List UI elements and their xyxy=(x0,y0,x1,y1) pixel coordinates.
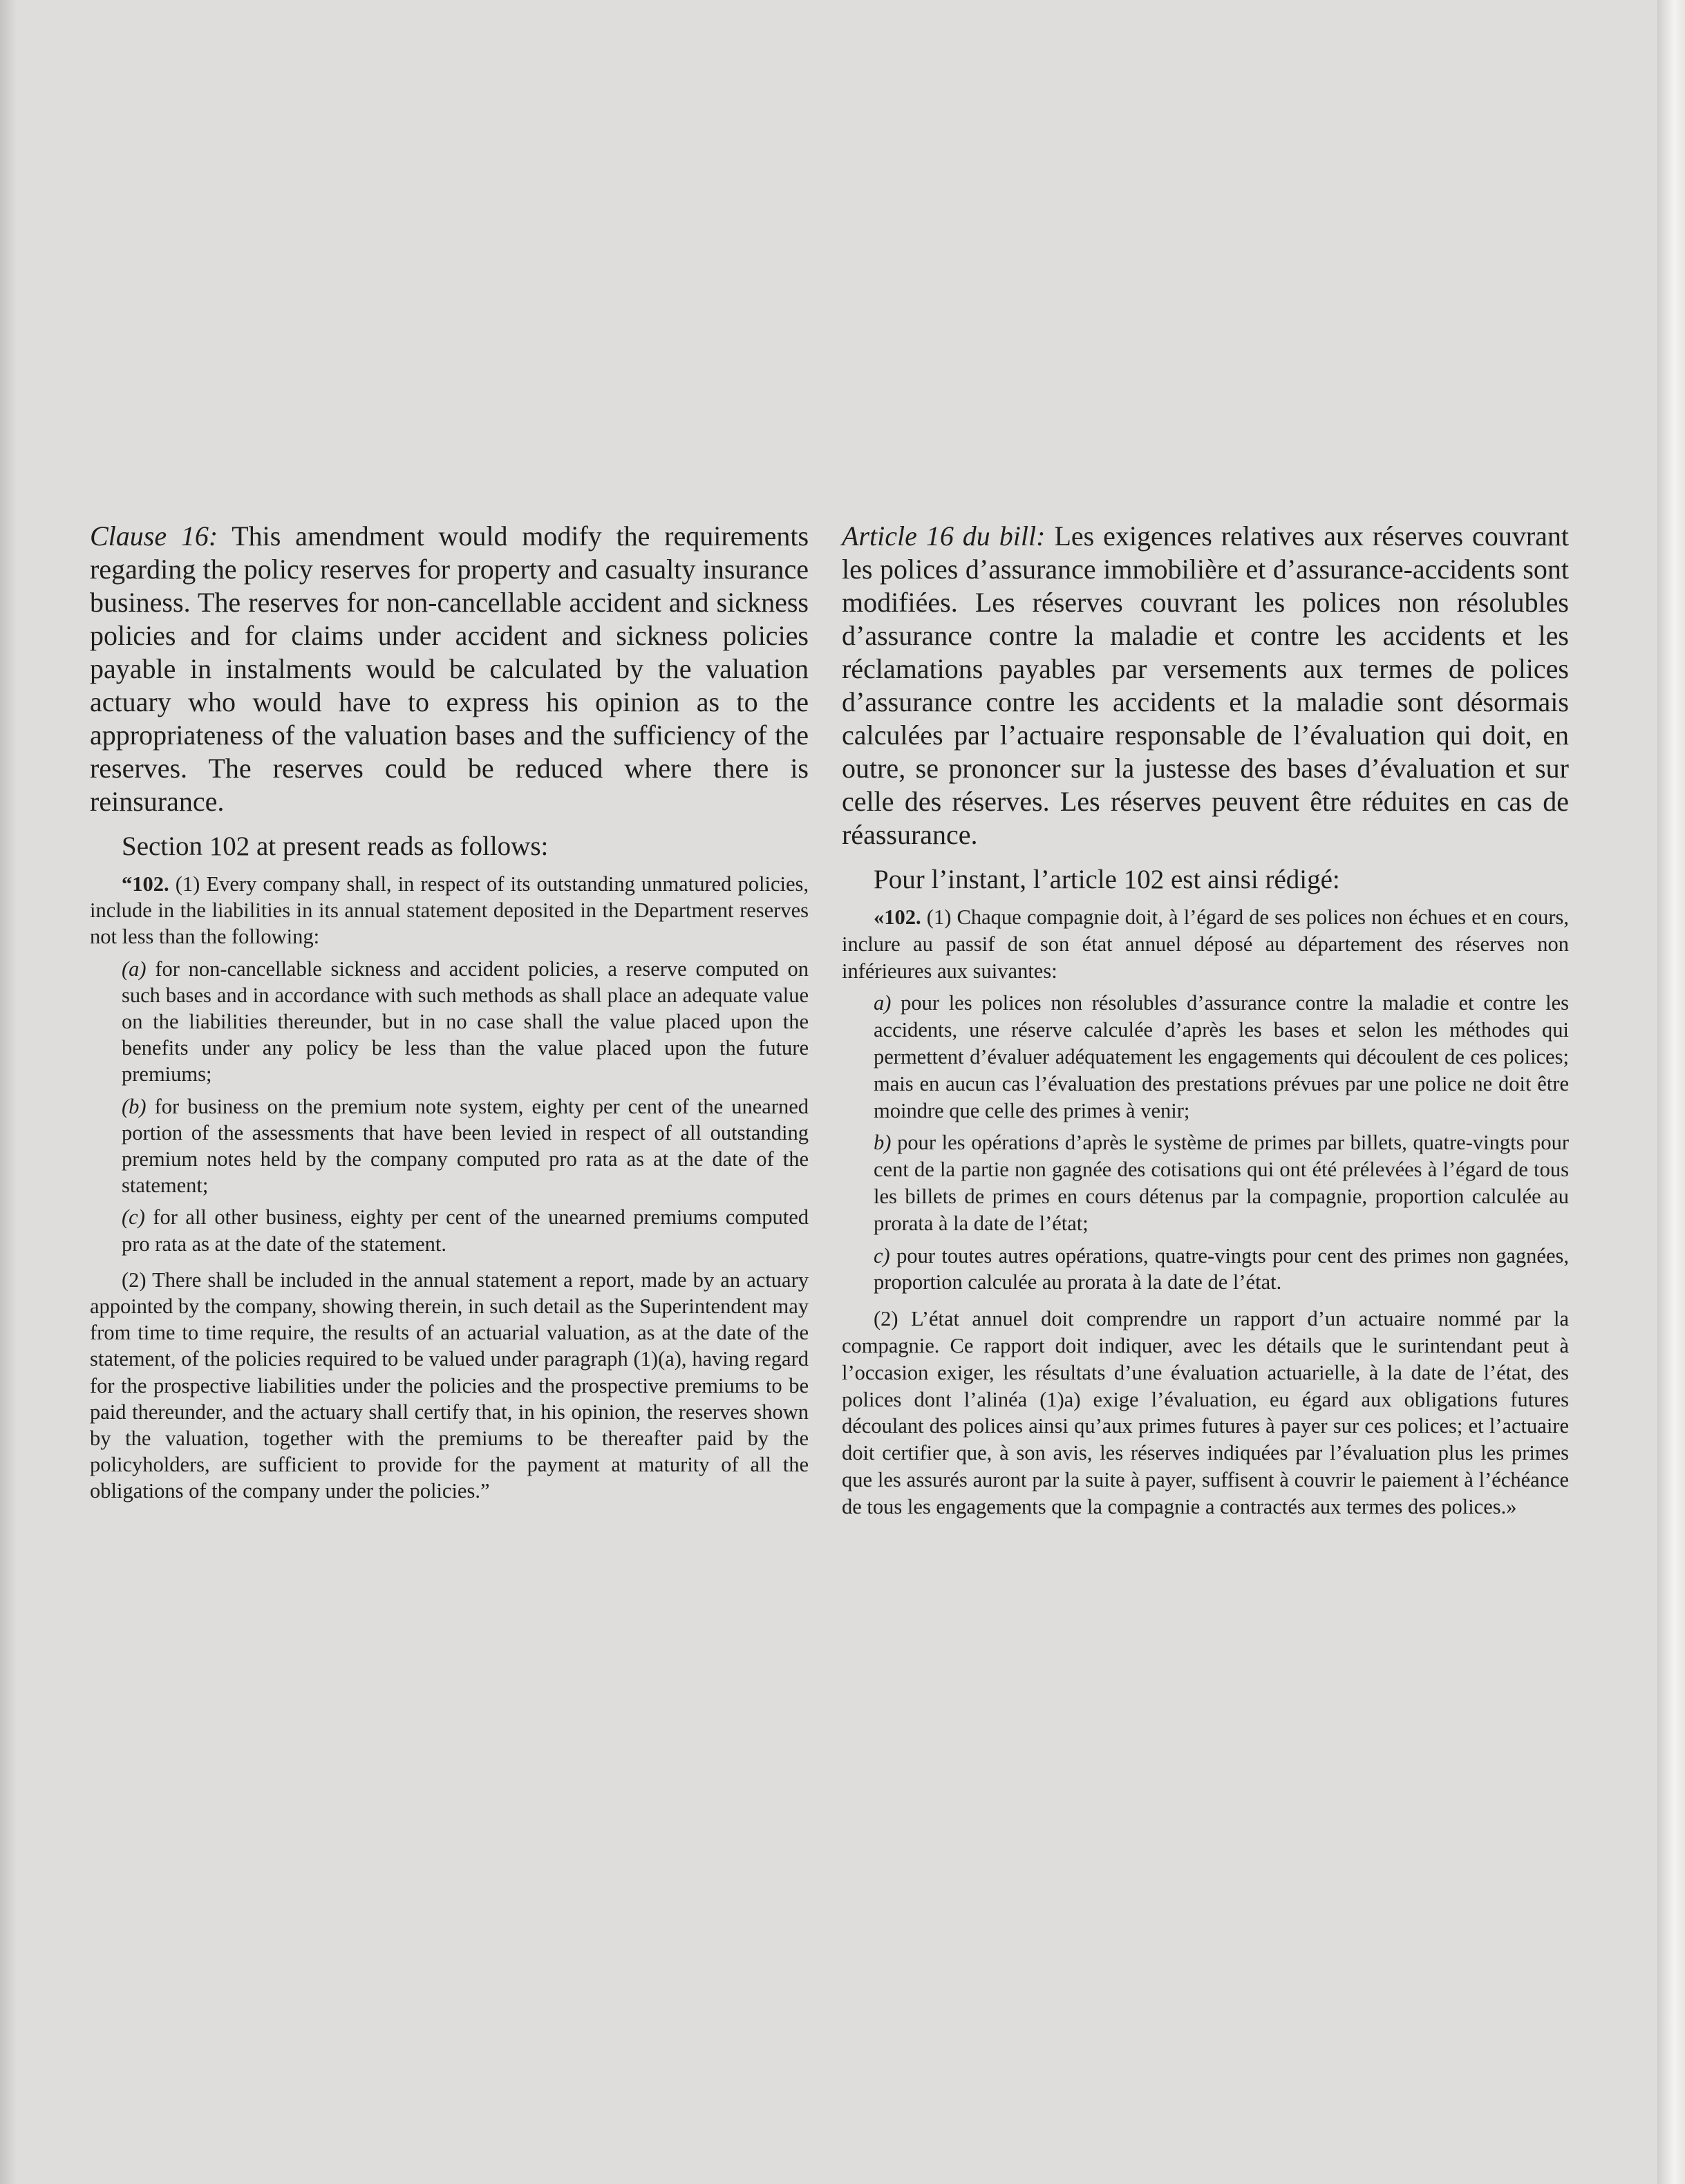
section-intro-text-en: (1) Every company shall, in respect of its outstanding unmatured policies, include in the liabilities in its annual statement deposited in the Department reserves not less than the following: xyxy=(90,872,809,949)
french-column xyxy=(842,520,1569,1521)
clause-label-fr: Article 16 du bill: xyxy=(842,520,1046,552)
subsection-2-fr: (2) L’état annuel doit comprendre un rapport d’un actuaire nommé par la compagnie. Ce rapport doit indiquer, avec les détails que le surintendant peut à l’occasion exiger, les résultats d’une évaluation actuarielle, à la date de l’état, des polices dont l’alinéa (1)a) exige l’évaluation, eu égard aux obligations futures découlant des polices ainsi qu’aux primes futures à payer sur ces polices; et l’actuaire doit certifier que, à son avis, les réserves indiquées par l’évaluation plus les primes que les assurés auront par la suite à payer, suffisent à couvrir le paiement à l’échéance de tous les engagements que la compagnie a contractés aux termes des polices.» xyxy=(842,1307,1569,1518)
paragraph-c-fr xyxy=(874,1243,1569,1297)
paragraph-text: pour les opérations d’après le système de primes par billets, quatre-vingts pour cent de la partie non gagnée des cotisations qui ont été prélevées à l’égard de tous les billets de primes en cours détenus par la compagnie, proportion calculée au prorata à la date de l’état; xyxy=(874,1131,1570,1235)
paragraph-c-en xyxy=(122,1204,809,1256)
english-column xyxy=(90,520,809,1505)
paragraph-label: (c) xyxy=(122,1205,145,1230)
paragraph-label: a) xyxy=(874,991,892,1015)
paragraph-text: for non-cancellable sickness and accident policies, a reserve computed on such bases and in accordance with such methods as shall place an adequate value on the liabilities thereunder, but in no case shall the value placed upon the benefits under any policy be less than the value placed upon the future premiums; xyxy=(122,957,809,1086)
clause-text-fr: Les exigences relatives aux réserves couvrant les polices d’assurance immobilière et d’assurance-accidents sont modifiées. Les réserves couvrant les polices non résolubles d’assurance contre la maladie et contre les accidents et les réclamations payables par versements aux termes de polices d’assurance contre les accidents et la maladie sont désormais calculées par l’actuaire responsable de l’évaluation qui doit, en outre, se prononcer sur la justesse des bases d’évaluation et sur celle des réserves. Les réserves peuvent être réduites en cas de réassurance. xyxy=(842,520,1570,850)
paragraph-label: b) xyxy=(874,1131,892,1155)
clause-explanation-fr xyxy=(842,520,1569,851)
paragraph-b-fr xyxy=(874,1129,1569,1236)
section-number-en: 102. xyxy=(132,872,169,896)
paragraph-text: pour les polices non résolubles d’assurance contre la maladie et contre les accidents, une réserve calculée d’après les bases et selon les méthodes qui permettent d’évaluer adéquatement les engagements qui découlent de ces polices; mais en aucun cas l’évaluation des prestations prévues par une police ne doit être moindre que celle des primes à venir; xyxy=(874,991,1569,1122)
reads-as-en: Section 102 at present reads as follows: xyxy=(122,831,549,861)
paragraph-b-en xyxy=(122,1093,809,1199)
section-intro-en xyxy=(90,871,809,950)
paragraph-a-en xyxy=(122,956,809,1088)
paragraph-label: (a) xyxy=(122,957,147,981)
paragraph-text: pour toutes autres opérations, quatre-vingts pour cent des primes non gagnées, proportion calculée au prorata à la date de l’état. xyxy=(874,1243,1569,1295)
paragraph-text: for business on the premium note system, eighty per cent of the unearned portion of the assessments that have been levied in respect of all outstanding premium notes held by the company computed pro rata as at the date of the statement; xyxy=(122,1094,809,1198)
reads-as-fr: Pour l’instant, l’article 102 est ainsi rédigé: xyxy=(874,865,1340,894)
section-open-quote-fr: « xyxy=(874,905,885,929)
section-intro-text-fr: (1) Chaque compagnie doit, à l’égard de ses polices non échues et en cours, inclure au passif de son état annuel déposé au département des réserves non inférieures aux suivantes: xyxy=(842,905,1569,983)
section-open-quote-en: “ xyxy=(122,872,133,896)
clause-explanation-en xyxy=(90,520,809,818)
page-edge-shadow xyxy=(0,0,17,2184)
section-intro-fr xyxy=(842,904,1569,984)
page-binding-edge xyxy=(1657,0,1685,2184)
paragraph-text: for all other business, eighty per cent of the unearned premiums computed pro rata as at the date of the statement. xyxy=(122,1205,809,1256)
paragraph-label: (b) xyxy=(122,1094,147,1118)
section-number-fr: 102. xyxy=(884,905,921,929)
clause-text-en: This amendment would modify the requirements regarding the policy reserves for property and casualty insurance business. The reserves for non-cancellable accident and sickness policies and for claims under accident and sickness policies payable in instalments would be calculated by the valuation actuary who would have to express his opinion as to the appropriateness of the valuation bases and the sufficiency of the reserves. The reserves could be reduced where there is reinsurance. xyxy=(90,520,809,817)
paragraph-label: c) xyxy=(874,1243,890,1268)
subsection-2-en: (2) There shall be included in the annual statement a report, made by an actuary appointed by the company, showing therein, in such detail as the Superintendent may from time to time require, the results of an actuarial valuation, as at the date of the statement, of the policies required to be valued under paragraph (1)(a), having regard for the prospective liabilities under the policies and the prospective premiums to be paid thereunder, and the actuary shall certify that, in his opinion, the reserves shown by the valuation, together with the premiums to be thereafter paid by the policyholders, are sufficient to provide for the payment at maturity of all the obligations of the company under the policies.” xyxy=(90,1268,809,1503)
paragraph-a-fr xyxy=(874,990,1569,1124)
clause-label-en: Clause 16: xyxy=(90,520,218,552)
